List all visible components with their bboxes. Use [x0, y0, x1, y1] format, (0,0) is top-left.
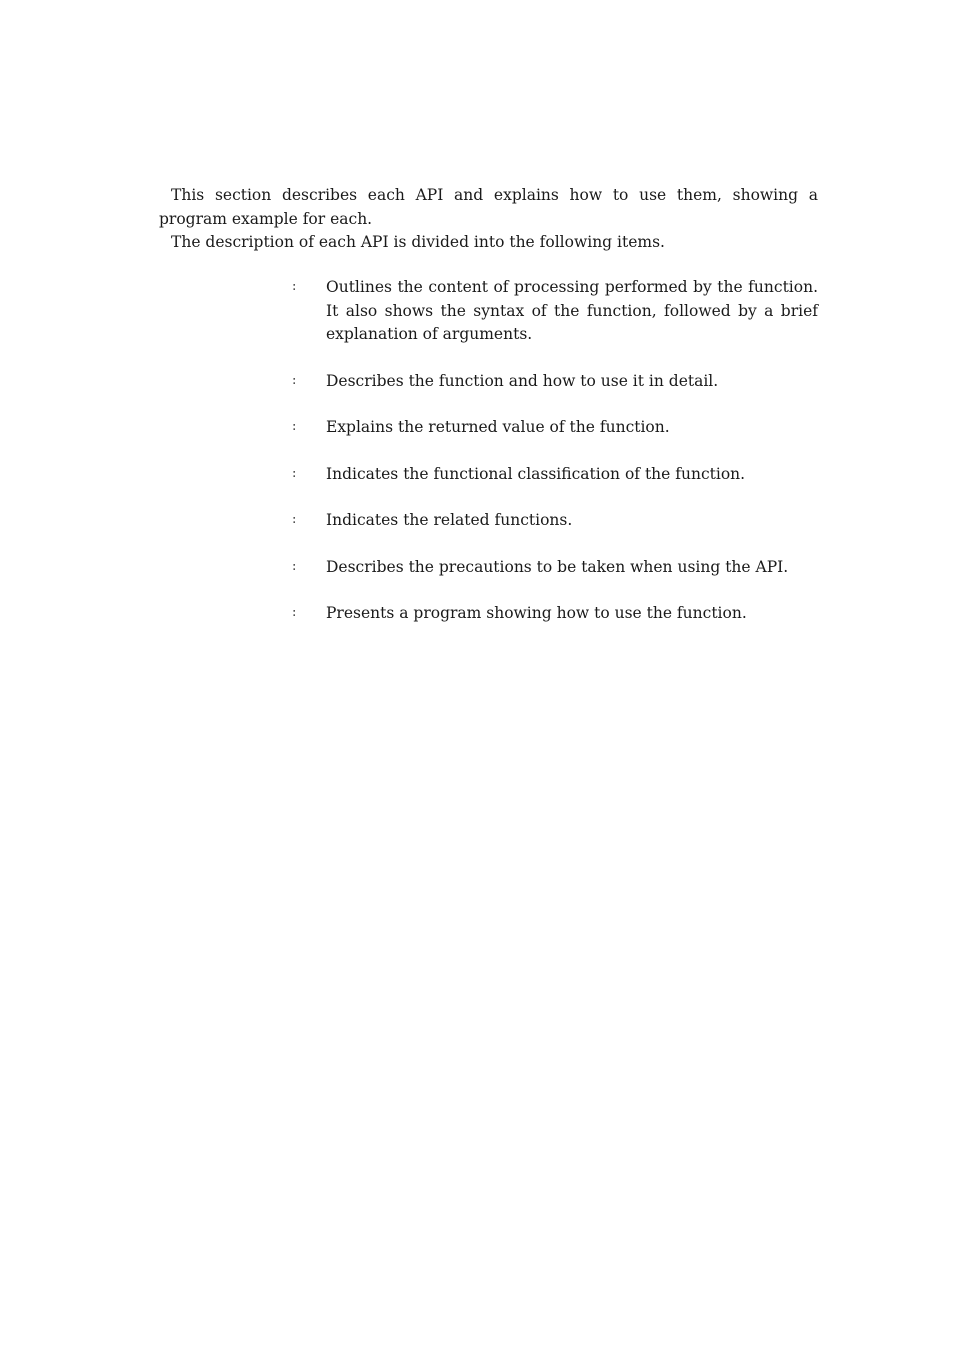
item-term [159, 463, 292, 464]
item-colon: : [292, 605, 297, 620]
item-colon: : [292, 279, 297, 294]
item-colon: : [292, 512, 297, 527]
list-item [159, 556, 818, 580]
item-term [159, 276, 292, 277]
item-term [159, 556, 292, 557]
item-colon: : [292, 372, 297, 388]
intro-paragraph-2: The description of each API is divided into the following items. [171, 233, 665, 251]
item-description: Indicates the related functions. [326, 511, 573, 529]
item-description: Describes the precautions to be taken when using the API. [326, 557, 789, 576]
list-item [159, 276, 818, 347]
item-description: Presents a program showing how to use the function. [326, 604, 747, 622]
intro-paragraph: This section describes each API and explains how to use them, showing a program example for each. [159, 186, 818, 228]
item-description: Indicates the functional classification of the function. [326, 464, 746, 483]
item-term [159, 370, 292, 371]
item-colon: : [292, 558, 297, 574]
list-item [159, 602, 818, 626]
list-item [159, 509, 818, 533]
item-term [159, 602, 292, 603]
list-item [159, 370, 818, 394]
item-description-list [159, 276, 818, 649]
item-term [159, 416, 292, 417]
list-item [159, 463, 818, 487]
item-description: Explains the returned value of the function. [326, 418, 670, 436]
item-description: Outlines the content of processing performed by the function. It also shows the syntax of the function, followed by a brief explanation of arguments. [326, 278, 818, 343]
list-item [159, 416, 818, 440]
item-description: Describes the function and how to use it in detail. [326, 371, 719, 390]
item-term [159, 509, 292, 510]
item-colon: : [292, 465, 297, 481]
item-colon: : [292, 419, 297, 434]
